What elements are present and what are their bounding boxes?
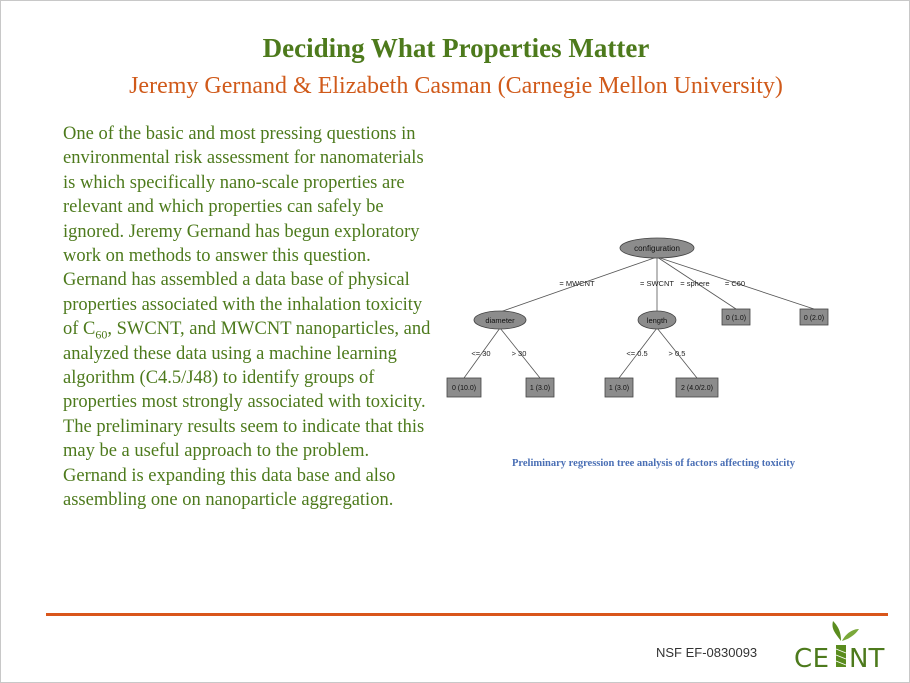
length-node-label: length [646, 316, 668, 325]
leaf-len-le-label: 1 (3.0) [608, 385, 630, 392]
branch-label-len-le: <= 0.5 [626, 349, 648, 358]
branch-label-swcnt: = SWCNT [640, 279, 674, 288]
logo-wordmark-2: NT [849, 644, 885, 671]
figure-caption: Preliminary regression tree analysis of factors affecting toxicity [512, 458, 795, 469]
logo-leaf-icon-2 [842, 629, 859, 641]
branch-label-mwcnt: = MWCNT [559, 279, 595, 288]
branch-label-sphere: = sphere [680, 279, 710, 288]
body-text-part-1: One of the basic and most pressing questions in environmental risk assessment for nanomaterials is which specifically nano-scale properties are relevant and which properties can safely be ignored. Jeremy Gernand has begun exploratory work on methods to answer this question. Gernand has assembled a data base of physical properties associated with the inhalation toxicity of C [63, 124, 424, 340]
ceint-logo [791, 619, 891, 671]
logo-leaf-icon [832, 621, 841, 641]
regression-tree-diagram [439, 231, 839, 411]
leaf-c60-label: 0 (2.0) [803, 315, 825, 322]
logo-wordmark: CE [794, 644, 830, 671]
slide-subtitle: Jeremy Gernand & Elizabeth Casman (Carnegie Mellon University) [129, 73, 783, 99]
body-text-part-2: , SWCNT, and MWCNT nanoparticles, and analyzed these data using a machine learning algorithm (C4.5/J48) to identify groups of properties most strongly associated with toxicity. The preliminary results seem to indicate that this may be a useful approach to the problem. Gernand is expanding this data base and also assembling one on nanoparticle aggregation. [63, 319, 431, 511]
grant-number: NSF EF-0830093 [656, 645, 758, 660]
slide-title: Deciding What Properties Matter [262, 33, 650, 63]
branch-label-diam-le: <= 30 [471, 349, 491, 358]
leaf-diam-le-label: 0 (10.0) [451, 385, 477, 392]
leaf-sphere-label: 0 (1.0) [725, 315, 747, 322]
diameter-node-label: diameter [485, 316, 515, 325]
branch-label-diam-gt: > 30 [511, 349, 527, 358]
root-node-label: configuration [634, 244, 680, 253]
leaf-diam-gt-label: 1 (3.0) [529, 385, 551, 392]
leaf-len-gt-label: 2 (4.0/2.0) [681, 385, 713, 392]
body-subscript: 60 [95, 327, 108, 342]
branch-label-len-gt: > 0.5 [668, 349, 686, 358]
footer-divider [46, 613, 888, 616]
branch-label-c60: = C60 [724, 279, 746, 288]
body-paragraph [63, 122, 433, 513]
